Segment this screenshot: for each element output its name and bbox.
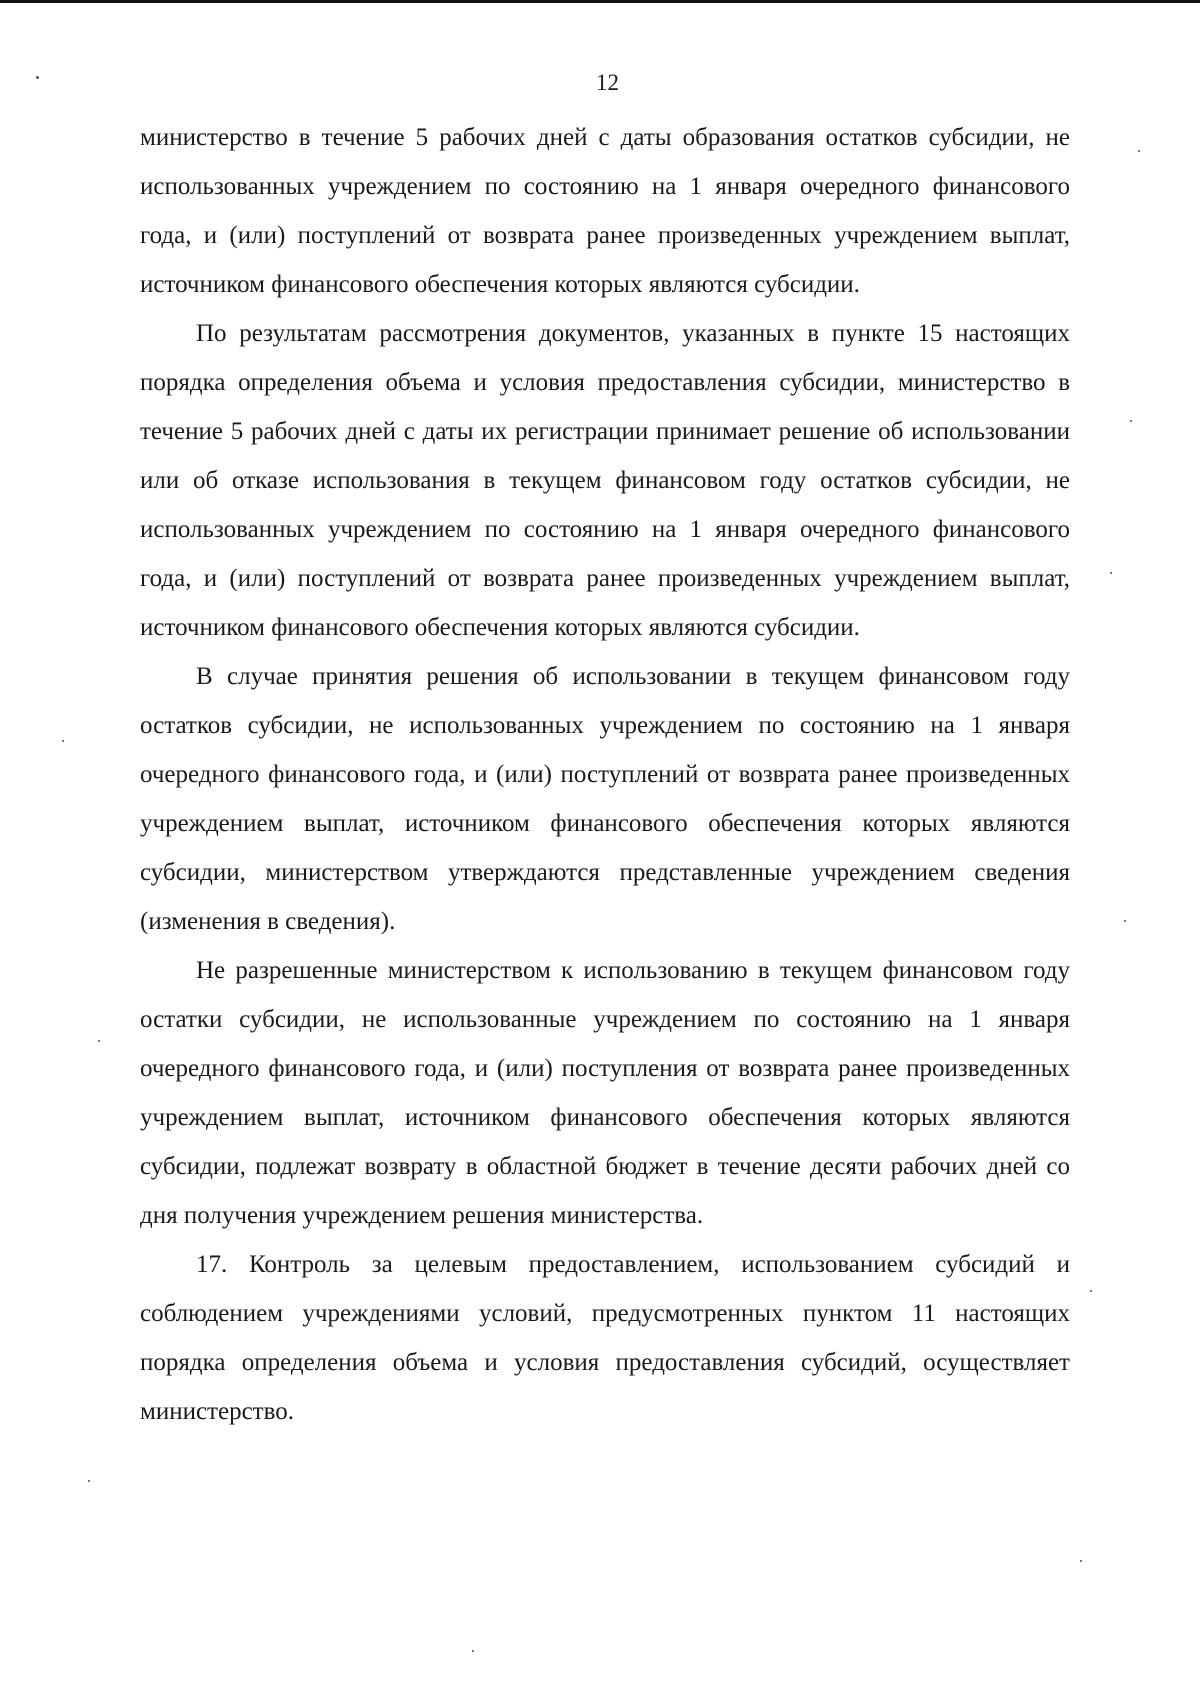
paragraph-return-remainders: Не разрешенные министерством к использованию в текущем финансовом году остатки субсидии, не использованные учреждением по состоянию на 1 января очередного финансового года, и (или) поступления от возврата ранее произведенных учреждением выплат, источником финансового обеспечения которых являются субсидии, подлежат возврату в областной бюджет в течение десяти рабочих дней со дня получения учреждением решения министерства. (140, 957, 1070, 1229)
scan-speck (1080, 1560, 1082, 1562)
document-body (140, 113, 1070, 1436)
paragraph-continuation: министерство в течение 5 рабочих дней с даты образования остатков субсидии, не использованных учреждением по состоянию на 1 января очередного финансового года, и (или) поступлений от возврата ранее произведенных учреждением выплат, источником финансового обеспечения которых являются субсидии. (140, 124, 1070, 298)
page-number: 12 (596, 70, 619, 95)
paragraph-decision-use: В случае принятия решения об использовании в текущем финансовом году остатков субсидии, не использованных учреждением по состоянию на 1 января очередного финансового года, и (или) поступлений от возврата ранее произведенных учреждением выплат, источником финансового обеспечения которых являются субсидии, министерством утверждаются представленные учреждением сведения (изменения в сведения). (140, 663, 1070, 935)
paragraph-review-results: По результатам рассмотрения документов, указанных в пункте 15 настоящих порядка определения объема и условия предоставления субсидии, министерство в течение 5 рабочих дней с даты их регистрации принимает решение об использовании или об отказе использования в текущем финансовом году остатков субсидии, не использованных учреждением по состоянию на 1 января очередного финансового года, и (или) поступлений от возврата ранее произведенных учреждением выплат, источником финансового обеспечения которых являются субсидии. (140, 320, 1070, 641)
scan-speck (98, 1040, 100, 1042)
scan-speck (1110, 572, 1112, 574)
scan-speck (1090, 1290, 1092, 1292)
scan-speck (1138, 150, 1140, 152)
scan-speck (62, 740, 64, 742)
scan-speck (1124, 920, 1126, 922)
scan-top-edge (0, 0, 1200, 3)
scan-speck (36, 76, 39, 79)
paragraph-item-17-control: 17. Контроль за целевым предоставлением, использованием субсидий и соблюдением учреждениями условий, предусмотренных пунктом 11 настоящих порядка определения объема и условия предоставления субсидий, осуществляет министерство. (140, 1251, 1070, 1425)
scan-speck (472, 1650, 474, 1652)
scan-speck (88, 1480, 90, 1482)
scan-speck (1130, 420, 1132, 422)
